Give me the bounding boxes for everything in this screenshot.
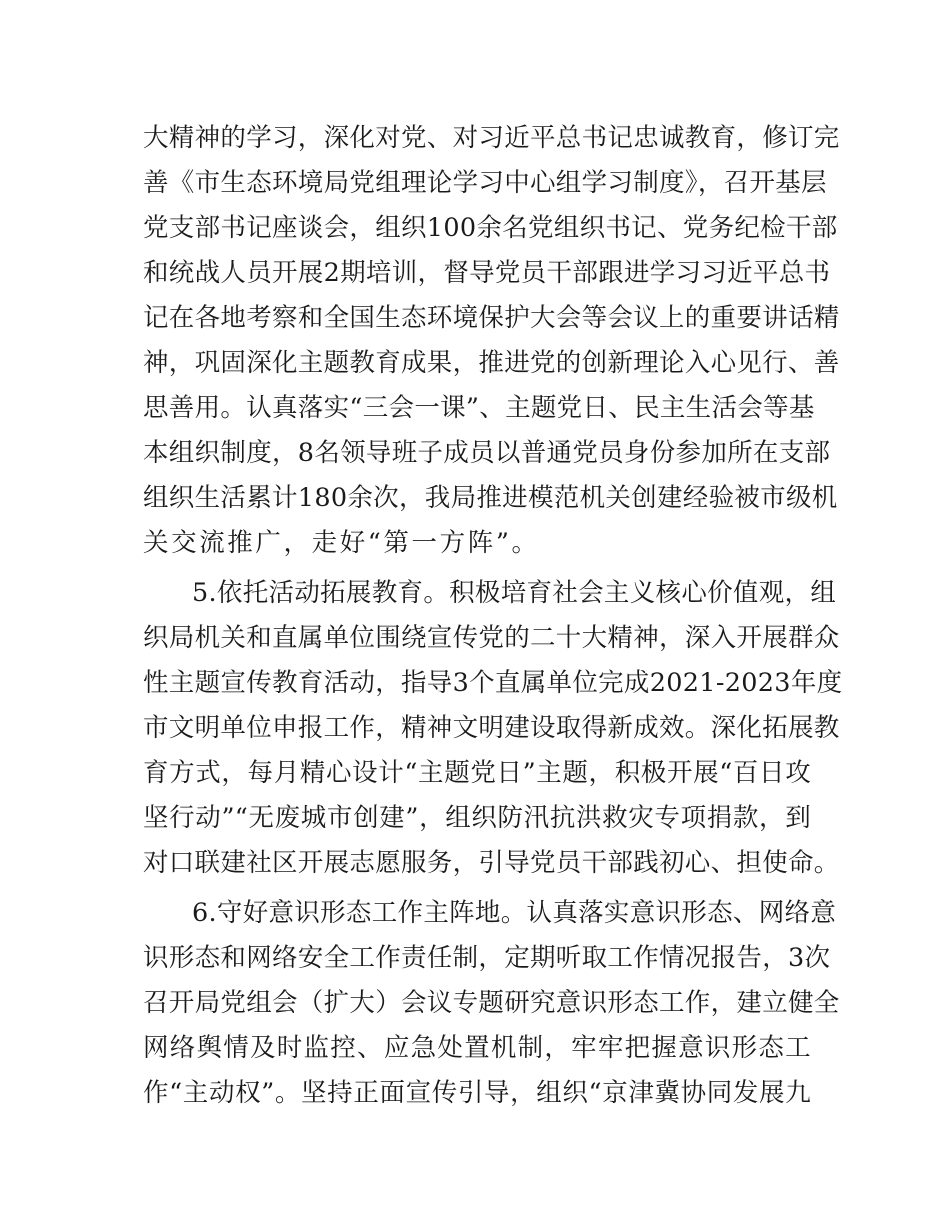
text-line: 市文明单位申报工作，精神文明建设取得新成效。深化拓展教 [143,713,840,743]
text-line: 关交流推广，走好“第一方阵”。 [143,528,540,558]
text-line: 神，巩固深化主题教育成果，推进党的创新理论入心见行、善 [143,348,840,378]
text-line: 记在各地考察和全国生态环境保护大会等会议上的重要讲话精 [143,303,840,333]
text-line: 召开局党组会（扩大）会议专题研究意识形态工作，建立健全 [143,988,840,1018]
text-line: 党支部书记座谈会，组织100余名党组织书记、党务纪检干部 [143,213,838,243]
text-line: 对口联建社区开展志愿服务，引导党员干部践初心、担使命。 [143,848,840,878]
text-line: 善《市生态环境局党组理论学习中心组学习制度》，召开基层 [143,168,827,198]
text-line: 识形态和网络安全工作责任制，定期听取工作情况报告，3次 [143,943,831,973]
text-line: 性主题宣传教育活动，指导3个直属单位完成2021-2023年度 [143,668,843,698]
text-line: 织局机关和直属单位围绕宣传党的二十大精神，深入开展群众 [143,623,840,653]
text-line: 本组织制度，8名领导班子成员以普通党员身份参加所在支部 [143,438,831,468]
text-line: 思善用。认真落实“三会一课”、主题党日、民主生活会等基 [143,393,815,423]
paragraph-first-line: 6.守好意识形态工作主阵地。认真落实意识形态、网络意 [192,898,837,928]
text-line: 坚行动”“无废城市创建”，组织防汛抗洪救灾专项捐款，到 [143,803,811,833]
text-line: 和统战人员开展2期培训，督导党员干部跟进学习习近平总书 [143,258,831,288]
text-line: 育方式，每月精心设计“主题党日”主题，积极开展“百日攻 [143,758,811,788]
paragraph-first-line: 5.依托活动拓展教育。积极培育社会主义核心价值观，组 [192,578,837,608]
text-line: 作“主动权”。坚持正面宣传引导，组织“京津冀协同发展九 [143,1078,811,1108]
text-line: 组织生活累计180余次，我局推进模范机关创建经验被市级机 [143,483,838,513]
text-line: 大精神的学习，深化对党、对习近平总书记忠诚教育，修订完 [143,123,840,153]
text-line: 网络舆情及时监控、应急处置机制，牢牢把握意识形态工 [143,1033,811,1063]
